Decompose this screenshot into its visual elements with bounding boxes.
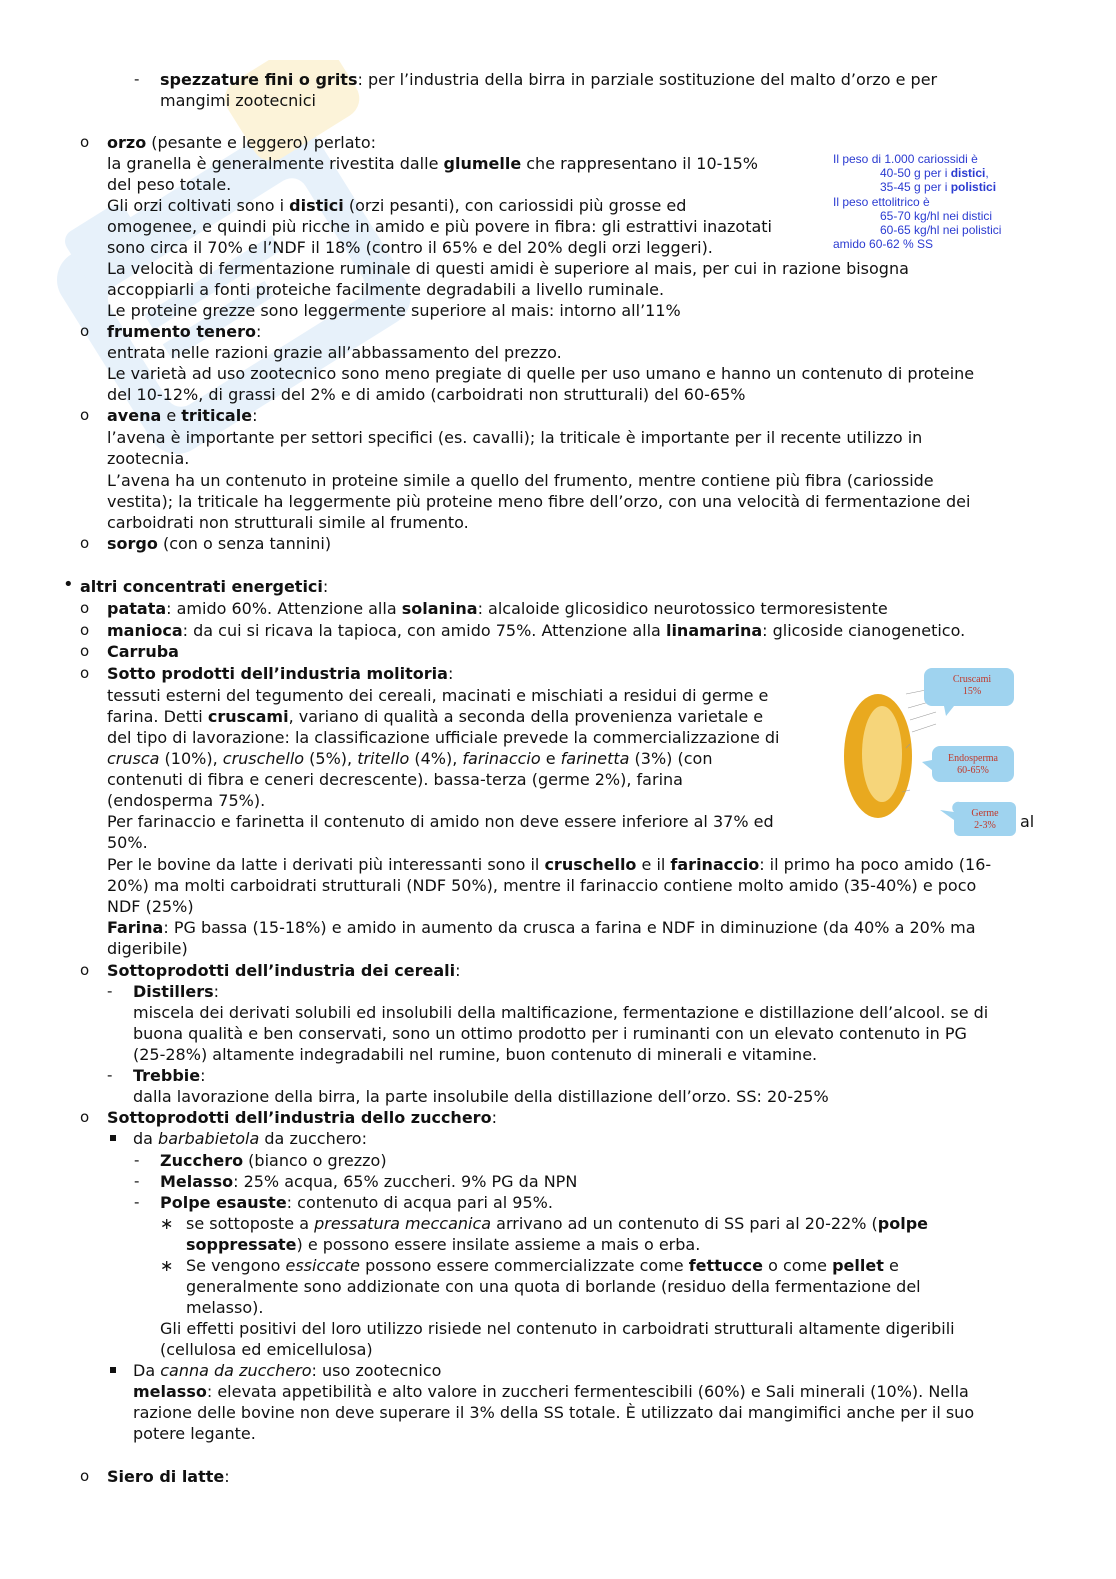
- molitoria-line-3: del tipo di lavorazione: la classificazione ufficiale prevede la commercializzazione di: [107, 728, 780, 747]
- dash-marker: -: [134, 1172, 140, 1190]
- molitoria-line-8: 50%.: [107, 833, 148, 852]
- patata-line: patata: amido 60%. Attenzione alla solanina: alcaloide glicosidico neurotossico termoresistente: [107, 599, 888, 618]
- molitoria-line-7-end: al: [1020, 812, 1035, 831]
- dash-marker: -: [134, 70, 140, 88]
- orzo-line-4: omogenee, e quindi più ricche in amido e più povere in fibra: gli estrattivi inazotati: [107, 217, 772, 236]
- square-marker: [110, 1367, 116, 1373]
- trebbie-line-1: dalla lavorazione della birra, la parte insolubile della distillazione dell’orzo. SS: 20-25%: [133, 1087, 829, 1106]
- grits-line-2: mangimi zootecnici: [160, 91, 316, 110]
- melasso-canna-3: potere legante.: [133, 1424, 256, 1443]
- polpe-sub-4: generalmente sono addizionate con una quota di borlande (residuo della fermentazione del: [186, 1277, 921, 1296]
- distillers-line-2: buona qualità e ben conservati, sono un ottimo prodotto per i ruminanti con un elevato contenuto in PG: [133, 1024, 967, 1043]
- o-marker: o: [80, 534, 90, 552]
- grain-label-endosperma-pct: 60-65%: [957, 765, 989, 776]
- avena-line-5: carboidrati non strutturali simile al frumento.: [107, 513, 469, 532]
- polpe-sub-3: Se vengono essiccate possono essere commercializzate come fettucce o come pellet e: [186, 1256, 899, 1275]
- altri-title: altri concentrati energetici:: [80, 577, 329, 596]
- sorgo-line: sorgo (con o senza tannini): [107, 534, 332, 553]
- melasso-canna-1: melasso: elevata appetibilità e alto valore in zuccheri fermentescibili (60%) e Sali minerali (10%). Nella: [133, 1382, 969, 1401]
- molitoria-line-1: tessuti esterni del tegumento dei cereali, macinati e mischiati a residui di germe e: [107, 686, 769, 705]
- o-marker: o: [80, 133, 90, 151]
- molitoria-line-4: crusca (10%), cruschello (5%), tritello (4%), farinaccio e farinetta (3%) (con: [107, 749, 713, 768]
- grain-label-endosperma: Endosperma: [948, 753, 998, 764]
- orzo-line-6: La velocità di fermentazione ruminale di questi amidi è superiore al mais, per cui in razione bisogna: [107, 259, 909, 278]
- effetti-line-2: (cellulosa ed emicellulosa): [160, 1340, 373, 1359]
- grain-label-germe-pct: 2-3%: [974, 820, 996, 831]
- square-marker: [110, 1135, 116, 1141]
- grain-label-cruscami-pct: 15%: [962, 686, 982, 697]
- frumento-line-3: del 10-12%, di grassi del 2% e di amido (carboidrati non strutturali) del 60-65%: [107, 385, 746, 404]
- avena-line-2: zootecnia.: [107, 449, 190, 468]
- molitoria-line-5: contenuti di fibra e ceneri decrescente). bassa-terza (germe 2%), farina: [107, 770, 683, 789]
- molitoria-line-13: digeribile): [107, 939, 188, 958]
- molitoria-line-10: 20%) ma molti carboidrati strutturali (NDF 50%), mentre il farinaccio contiene molto amido (35-40%) e poco: [107, 876, 977, 895]
- bullet-marker: •: [63, 574, 74, 595]
- o-marker: o: [80, 621, 90, 639]
- o-marker: o: [80, 322, 90, 340]
- orzo-title: orzo (pesante e leggero) perlato:: [107, 133, 376, 152]
- canna-line: Da canna da zucchero: uso zootecnico: [133, 1361, 442, 1380]
- o-marker: o: [80, 599, 90, 617]
- o-marker: o: [80, 664, 90, 682]
- side-note-5: 65-70 kg/hl nei distici: [880, 209, 993, 223]
- o-marker: o: [80, 961, 90, 979]
- orzo-line-3: Gli orzi coltivati sono i distici (orzi pesanti), con cariossidi più grosse ed: [107, 196, 687, 215]
- avena-line-1: l’avena è importante per settori specifici (es. cavalli); la triticale è importante per il recente utilizzo in: [107, 428, 923, 447]
- melasso-item: Melasso: 25% acqua, 65% zuccheri. 9% PG da NPN: [160, 1172, 578, 1191]
- effetti-line-1: Gli effetti positivi del loro utilizzo risiede nel contenuto in carboidrati strutturali altamente digeribili: [160, 1319, 955, 1338]
- side-note-7: amido 60-62 % SS: [833, 237, 934, 251]
- barbabietola-line: da barbabietola da zucchero:: [133, 1129, 367, 1148]
- zucchero-item: Zucchero (bianco o grezzo): [160, 1151, 387, 1170]
- side-note-3: 35-45 g per i polistici: [880, 180, 997, 194]
- manioca-line: manioca: da cui si ricava la tapioca, con amido 75%. Attenzione alla linamarina: glicoside cianogenetico.: [107, 621, 966, 640]
- frumento-line-1: entrata nelle razioni grazie all’abbassamento del prezzo.: [107, 343, 562, 362]
- molitoria-line-11: NDF (25%): [107, 897, 194, 916]
- o-marker: o: [80, 1108, 90, 1126]
- molitoria-line-2: farina. Detti cruscami, variano di qualità a seconda della provenienza varietale e: [107, 707, 764, 726]
- avena-line-4: vestita); la triticale ha leggermente più proteine meno fibre dell’orzo, con una velocità di fermentazione dei: [107, 492, 971, 511]
- grits-line-1: spezzature fini o grits: per l’industria della birra in parziale sostituzione del malto d’orzo e per: [160, 70, 938, 89]
- frumento-line-2: Le varietà ad uso zootecnico sono meno pregiate di quelle per uso umano e hanno un contenuto di proteine: [107, 364, 975, 383]
- o-marker: o: [80, 642, 90, 660]
- carruba-line: Carruba: [107, 642, 179, 661]
- star-marker: ∗: [160, 1256, 174, 1275]
- polpe-sub-1: se sottoposte a pressatura meccanica arrivano ad un contenuto di SS pari al 20-22% (polpe: [186, 1214, 928, 1233]
- trebbie-title: Trebbie:: [133, 1066, 206, 1085]
- grain-label-germe: Germe: [971, 808, 999, 819]
- molitoria-line-12: Farina: PG bassa (15-18%) e amido in aumento da crusca a farina e NDF in diminuzione (da 40% a 20% ma: [107, 918, 976, 937]
- zucchero-title: Sottoprodotti dell’industria dello zucchero:: [107, 1108, 497, 1127]
- side-note-6: 60-65 kg/hl nei polistici: [880, 223, 1002, 237]
- side-note-1: Il peso di 1.000 cariossidi è: [833, 152, 978, 166]
- avena-line-3: L’avena ha un contenuto in proteine simile a quello del frumento, mentre contiene più fibra (cariosside: [107, 471, 934, 490]
- grain-label-cruscami: Cruscami: [952, 674, 992, 685]
- polpe-sub-5: melasso).: [186, 1298, 264, 1317]
- molitoria-line-6: (endosperma 75%).: [107, 791, 266, 810]
- avena-title: avena e triticale:: [107, 406, 258, 425]
- frumento-title: frumento tenero:: [107, 322, 262, 341]
- polpe-sub-2: soppressate) e possono essere insilate assieme a mais o erba.: [186, 1235, 701, 1254]
- distillers-line-1: miscela dei derivati solubili ed insolubili della maltificazione, fermentazione e distillazione dell’alcool. se di: [133, 1003, 989, 1022]
- grain-endosperm: [862, 706, 902, 802]
- cereali-title: Sottoprodotti dell’industria dei cereali:: [107, 961, 461, 980]
- orzo-line-5: sono circa il 70% e l’NDF il 18% (contro il 65% e del 20% degli orzi leggeri).: [107, 238, 713, 257]
- endosperma-bubble: [922, 746, 1014, 782]
- distillers-title: Distillers:: [133, 982, 220, 1001]
- orzo-line-2: del peso totale.: [107, 175, 232, 194]
- orzo-line-8: Le proteine grezze sono leggermente superiore al mais: intorno all’11%: [107, 301, 681, 320]
- grain-diagram: [836, 664, 1018, 836]
- molitoria-line-7: Per farinaccio e farinetta il contenuto di amido non deve essere inferiore al 37% ed: [107, 812, 774, 831]
- orzo-line-1: la granella è generalmente rivestita dalle glumelle che rappresentano il 10-15%: [107, 154, 758, 173]
- molitoria-title: Sotto prodotti dell’industria molitoria:: [107, 664, 454, 683]
- siero-title: Siero di latte:: [107, 1467, 230, 1486]
- dash-marker: -: [107, 1066, 113, 1084]
- orzo-line-7: accoppiarli a fonti proteiche facilmente degradabili a livello ruminale.: [107, 280, 665, 299]
- distillers-line-3: (25-28%) altamente indegradabili nel rumine, buon contenuto di minerali e vitamine.: [133, 1045, 818, 1064]
- o-marker: o: [80, 1467, 90, 1485]
- dash-marker: -: [134, 1151, 140, 1169]
- o-marker: o: [80, 406, 90, 424]
- polpe-item: Polpe esauste: contenuto di acqua pari al 95%.: [160, 1193, 553, 1212]
- side-note-2: 40-50 g per i distici,: [880, 166, 989, 180]
- star-marker: ∗: [160, 1214, 174, 1233]
- dash-marker: -: [107, 982, 113, 1000]
- side-note-4: Il peso ettolitrico è: [833, 195, 930, 209]
- melasso-canna-2: razione delle bovine non deve superare il 3% della SS totale. È utilizzato dai mangimifici anche per il suo: [133, 1403, 975, 1422]
- dash-marker: -: [134, 1193, 140, 1211]
- molitoria-line-9: Per le bovine da latte i derivati più interessanti sono il cruschello e il farinaccio: il primo ha poco amido (16-: [107, 855, 992, 874]
